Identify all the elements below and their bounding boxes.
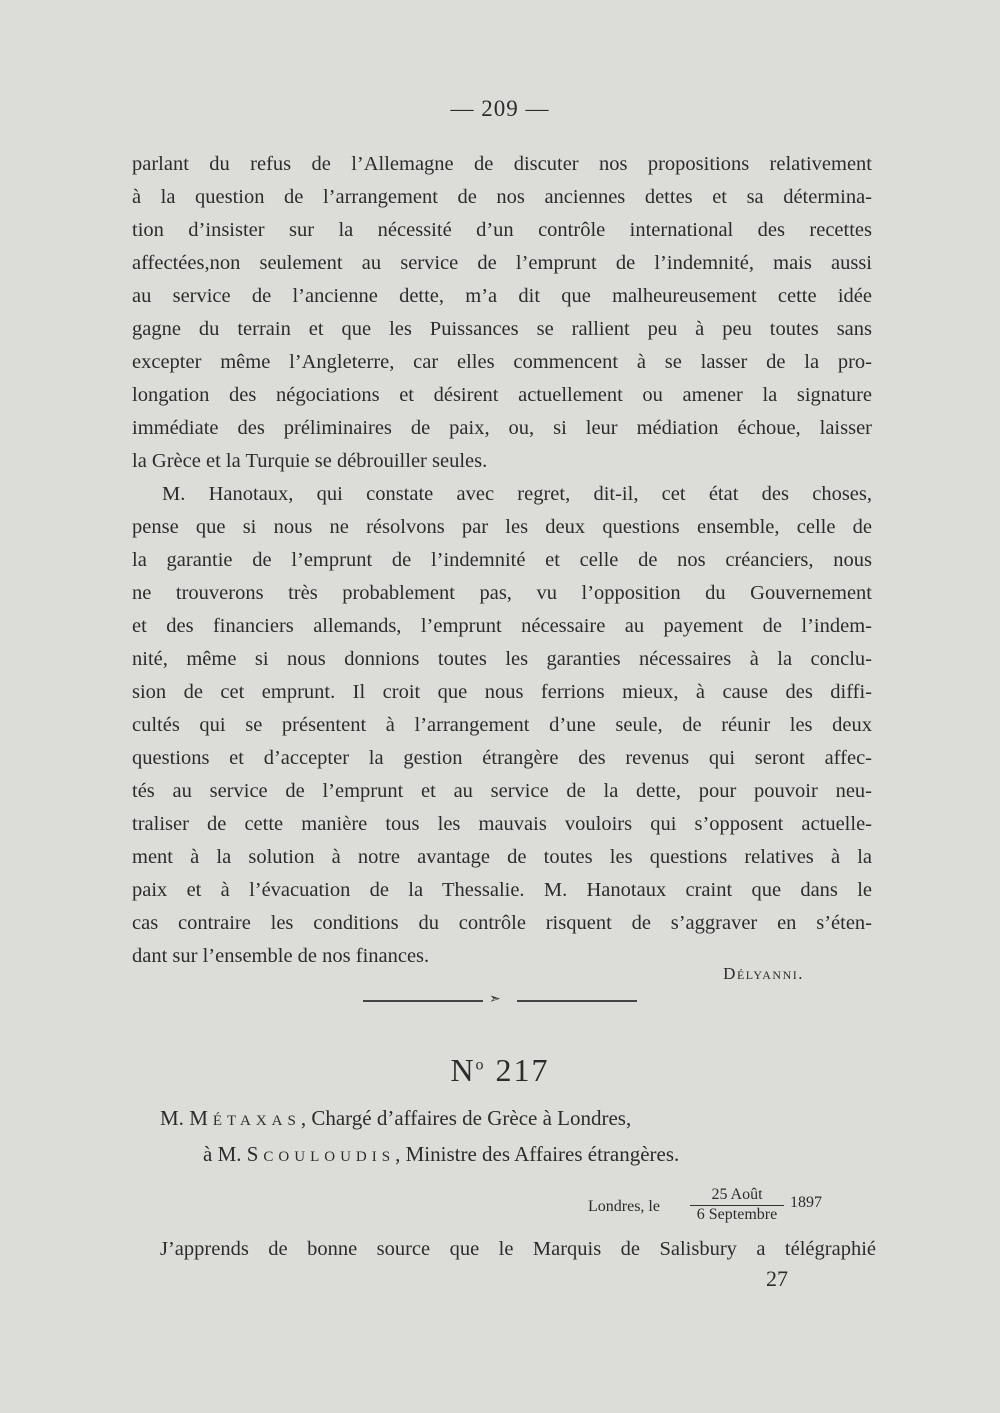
- text-line: cultés qui se présentent à l’arrangement d’une seule, de réunir les deux: [132, 714, 872, 736]
- number-value: 217: [485, 1052, 550, 1088]
- text-line: gagne du terrain et que les Puissances se rallient peu à peu toutes sans: [132, 318, 872, 340]
- sender-prefix: M.: [160, 1106, 190, 1130]
- text-line: ment à la solution à notre avantage de toutes les questions relatives à la: [132, 846, 872, 868]
- text-line: pense que si nous ne résolvons par les deux questions ensemble, celle de: [132, 516, 872, 538]
- text-line: la garantie de l’emprunt de l’indemnité et celle de nos créanciers, nous: [132, 549, 872, 571]
- date-old-style: 25 Août: [690, 1186, 784, 1206]
- text-line: longation des négociations et désirent actuellement ou amener la signature: [132, 384, 872, 406]
- recipient-title: , Ministre des Affaires étrangères.: [395, 1142, 680, 1166]
- dateline-place: Londres, le: [588, 1198, 660, 1215]
- text-line: affectées,non seulement au service de l’emprunt de l’indemnité, mais aussi: [132, 252, 872, 274]
- dateline-dual-date: [690, 1186, 784, 1224]
- text-line: questions et d’accepter la gestion étrangère des revenus qui seront affec-: [132, 747, 872, 769]
- text-line: immédiate des préliminaires de paix, ou, si leur médiation échoue, laisser: [132, 417, 872, 439]
- number-superscript: o: [475, 1056, 486, 1074]
- recipient-prefix: à M.: [203, 1142, 247, 1166]
- sender-name: Métaxas: [189, 1106, 301, 1130]
- sender-title: , Chargé d’affaires de Grèce à Londres,: [300, 1106, 632, 1130]
- text-line: tés au service de l’emprunt et au service de la dette, pour pouvoir neu-: [132, 780, 872, 802]
- text-line: cas contraire les conditions du contrôle risquent de s’aggraver en s’éten-: [132, 912, 872, 934]
- text-line: nité, même si nous donnions toutes les garanties nécessaires à la conclu-: [132, 648, 872, 670]
- text-line: tion d’insister sur la nécessité d’un contrôle international des recettes: [132, 219, 872, 241]
- text-line: sion de cet emprunt. Il croit que nous ferrions mieux, à cause des diffi-: [132, 681, 872, 703]
- text-line: ne trouverons très probablement pas, vu l’opposition du Gouvernement: [132, 582, 872, 604]
- sender-line: [160, 1106, 631, 1131]
- recipient-name: Scouloudis: [246, 1142, 396, 1166]
- text-line: parlant du refus de l’Allemagne de discuter nos propositions relativement: [132, 153, 872, 175]
- text-line: la Grèce et la Turquie se débrouiller seules.: [132, 450, 488, 472]
- text-line: paix et à l’évacuation de la Thessalie. M. Hanotaux craint que dans le: [132, 879, 872, 901]
- text-line: M. Hanotaux, qui constate avec regret, dit-il, cet état des choses,: [162, 483, 872, 505]
- text-line: traliser de cette manière tous les mauvais vouloirs qui s’opposent actuelle-: [132, 813, 872, 835]
- document-number-heading: [0, 1052, 1000, 1089]
- text-line: et des financiers allemands, l’emprunt nécessaire au payement de l’indem-: [132, 615, 872, 637]
- number-prefix: N: [450, 1052, 476, 1088]
- separator-ornament-icon: ➣: [489, 992, 501, 1007]
- separator-rule-left: [363, 1000, 483, 1002]
- text-line: à la question de l’arrangement de nos anciennes dettes et sa détermina-: [132, 186, 872, 208]
- section-separator: [363, 992, 637, 1007]
- letter-first-line: J’apprends de bonne source que le Marquis de Salisbury a télégraphié: [160, 1238, 876, 1260]
- page-number: — 209 —: [450, 96, 550, 121]
- dateline-year: 1897: [790, 1194, 822, 1211]
- text-line: dant sur l’ensemble de nos finances.: [132, 945, 430, 967]
- previous-letter-body: [132, 148, 872, 973]
- text-line: excepter même l’Angleterre, car elles commencent à se lasser de la pro-: [132, 351, 872, 373]
- separator-rule-right: [517, 1000, 637, 1002]
- date-new-style: 6 Septembre: [696, 1206, 778, 1223]
- recipient-line: [203, 1142, 679, 1167]
- text-line: au service de l’ancienne dette, m’a dit que malheureusement cette idée: [132, 285, 872, 307]
- previous-letter-signature: Délyanni.: [723, 964, 804, 983]
- printer-signature-mark: 27: [766, 1266, 788, 1291]
